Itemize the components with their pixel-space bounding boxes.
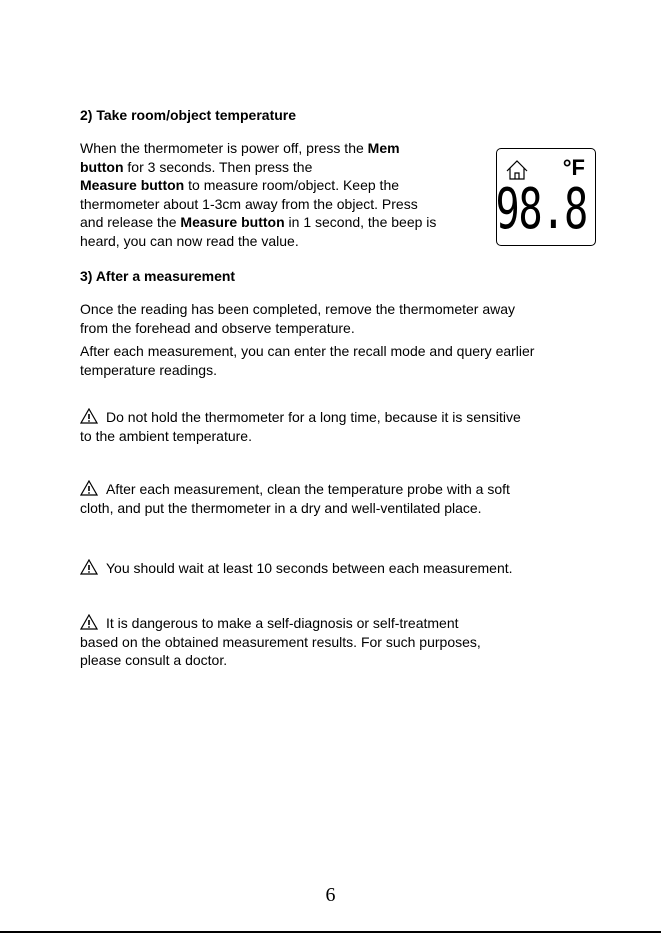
text: to the ambient temperature.	[80, 427, 252, 444]
warning-icon	[80, 408, 98, 424]
text: You should wait at least 10 seconds between each measurement.	[106, 560, 513, 576]
text: After each measurement, you can enter the recall mode and query earlier	[80, 343, 535, 359]
warning-icon	[80, 480, 98, 496]
text: based on the obtained measurement results. For such purposes,	[80, 633, 481, 650]
text: and release the	[80, 214, 181, 230]
text: in 1 second, the beep is	[284, 214, 437, 230]
warning-3	[80, 559, 513, 578]
warning-icon	[80, 559, 98, 575]
warning-4	[80, 614, 481, 670]
text: for 3 seconds. Then press the	[123, 158, 313, 175]
text: It is dangerous to make a self-diagnosis or self-treatment	[106, 615, 459, 631]
text: temperature readings.	[80, 361, 217, 378]
text: Do not hold the thermometer for a long time, because it is sensitive	[106, 409, 521, 425]
text: from the forehead and observe temperature.	[80, 319, 355, 336]
text: When the thermometer is power off, press the	[80, 140, 368, 156]
text: heard, you can now read the value.	[80, 232, 299, 249]
warning-1	[80, 408, 521, 445]
thermometer-display	[496, 148, 596, 246]
text: cloth, and put the thermometer in a dry and well-ventilated place.	[80, 499, 482, 516]
measure-button-label: Measure button	[80, 177, 185, 193]
page-number: 6	[325, 884, 336, 906]
text: to measure room/object. Keep the	[184, 177, 400, 193]
text: please consult a doctor.	[80, 652, 228, 668]
mem-button-label: button	[80, 158, 124, 175]
section-3-heading: 3) After a measurement	[80, 268, 236, 284]
text: After each measurement, clean the temperature probe with a soft	[106, 481, 510, 497]
warning-2	[80, 480, 510, 517]
measure-button-label: Measure button	[180, 214, 285, 230]
section-2-heading: 2) Take room/object temperature	[80, 107, 297, 123]
section-3-para-2	[80, 342, 534, 379]
section-3-para-1	[80, 300, 515, 337]
mem-label: Mem	[367, 140, 400, 156]
text: thermometer about 1-3cm away from the object. Press	[80, 195, 418, 212]
unit-label: °F	[562, 155, 585, 180]
temperature-reading: 98.8	[495, 177, 587, 242]
bottom-rule	[0, 931, 661, 933]
warning-icon	[80, 614, 98, 630]
section-2-body	[80, 139, 436, 250]
text: Once the reading has been completed, remove the thermometer away	[80, 301, 516, 317]
